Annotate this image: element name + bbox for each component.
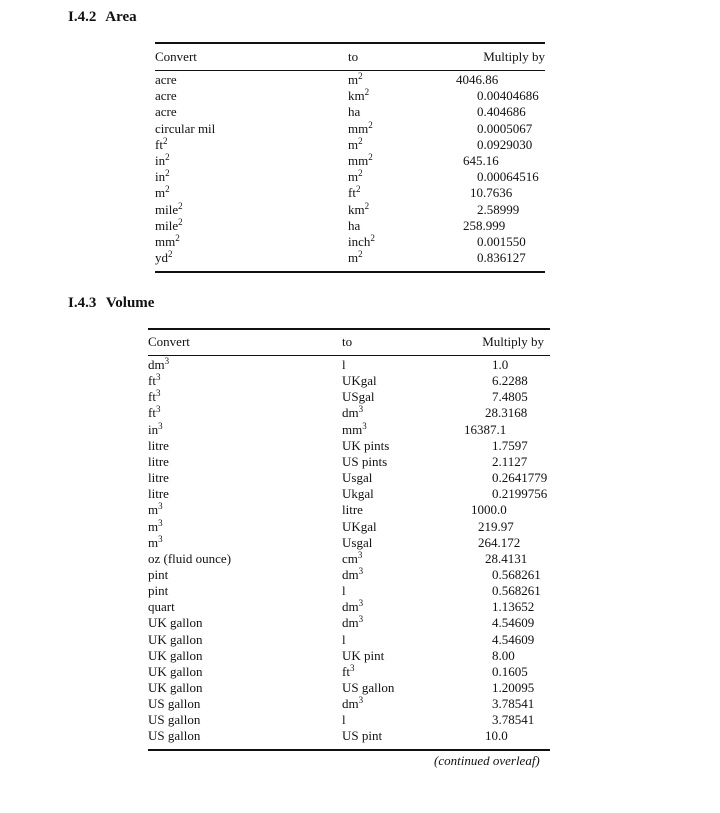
volume-convert-cell: oz (fluid ounce) (148, 550, 232, 566)
area-to-cell: $m^2$ (348, 135, 363, 152)
area-factor-cell: 645.16 (463, 153, 499, 168)
volume-factor-cell: 16387.1 (464, 421, 507, 437)
area-table-bottom-rule (155, 271, 545, 273)
volume-convert-cell: pint (148, 566, 169, 582)
area-factor-cell: 0.0005067 (477, 120, 533, 136)
volume-to-cell: Usgal (342, 534, 373, 550)
area-section-heading (68, 9, 137, 26)
volume-to-cell: $dm^3$ (342, 598, 364, 615)
area-convert-cell: mile$^2$ (155, 200, 183, 217)
volume-to-cell: US pint (342, 728, 383, 744)
volume-factor-cell: 0.568261 (492, 566, 541, 582)
area-factor-cell: 0.836127 (477, 250, 526, 266)
volume-convert-cell: litre (148, 437, 169, 453)
volume-convert-cell: $ft^3$ (148, 372, 161, 389)
volume-table-top-rule (148, 328, 550, 330)
area-section-title: Area (105, 9, 137, 25)
volume-convert-cell: $m^3$ (148, 517, 163, 534)
volume-factor-cell: 0.1605 (492, 663, 528, 679)
area-section-number: I.4.2 (68, 9, 97, 25)
volume-convert-cell: US gallon (148, 728, 201, 744)
volume-to-cell: $dm^3$ (342, 695, 364, 712)
volume-factor-cell: 219.97 (478, 518, 514, 534)
area-header-to: to (348, 49, 359, 64)
volume-header-to: to (342, 334, 353, 349)
volume-convert-cell: $ft^3$ (148, 404, 161, 421)
area-to-cell: $km^2$ (348, 87, 370, 104)
area-to-cell: inch$^2$ (348, 233, 375, 249)
volume-convert-cell: quart (148, 599, 175, 615)
area-convert-cell: acre (155, 104, 177, 120)
volume-factor-cell: 4.54609 (492, 615, 535, 631)
area-factor-cell: 0.00064516 (477, 169, 539, 185)
volume-table-header-rule (148, 355, 550, 356)
area-factor-cell: 0.001550 (477, 234, 526, 249)
area-to-cell: $m^2$ (348, 249, 363, 266)
area-to-cell: $mm^2$ (348, 119, 373, 136)
volume-factor-cell: 1.13652 (492, 599, 535, 615)
volume-to-cell: $dm^3$ (342, 565, 364, 582)
volume-factor-cell: 2.1127 (492, 453, 528, 469)
volume-factor-cell: 0.2641779 (492, 470, 548, 486)
volume-convert-cell: UK gallon (148, 663, 203, 679)
volume-to-cell: UKgal (342, 373, 377, 389)
volume-convert-cell: $ft^3$ (148, 388, 161, 405)
volume-factor-cell: 264.172 (478, 534, 521, 550)
volume-factor-cell: 4.54609 (492, 631, 535, 647)
area-to-cell: $ft^2$ (348, 184, 361, 201)
area-header-convert: Convert (155, 49, 197, 64)
volume-factor-cell: 1.7597 (492, 437, 528, 453)
area-convert-cell: $m^2$ (155, 184, 170, 201)
volume-table (148, 328, 550, 752)
volume-convert-cell: $m^3$ (148, 533, 163, 550)
volume-convert-cell: litre (148, 453, 169, 469)
volume-factor-cell: 6.2288 (492, 373, 528, 389)
volume-factor-cell: 3.78541 (492, 696, 535, 712)
volume-to-cell: UK pints (342, 437, 390, 453)
volume-factor-cell: 1.20095 (492, 680, 535, 695)
volume-factor-cell: 1.0 (492, 357, 509, 372)
area-to-cell: ha (348, 217, 361, 233)
volume-header-multiply: Multiply by (482, 334, 544, 349)
volume-to-cell: l (342, 583, 346, 599)
volume-to-cell: Usgal (342, 470, 373, 486)
area-convert-cell: acre (155, 72, 177, 87)
area-factor-cell: 0.0929030 (477, 136, 533, 152)
area-convert-cell: $ft^2$ (155, 135, 168, 152)
volume-convert-cell: UK gallon (148, 647, 203, 663)
volume-convert-cell: UK gallon (148, 615, 203, 631)
area-convert-cell: acre (155, 88, 177, 104)
volume-to-cell: litre (342, 502, 363, 518)
area-convert-cell: $mm^2$ (155, 233, 180, 249)
volume-to-cell: $dm^3$ (342, 614, 364, 631)
area-to-cell: $m^2$ (348, 71, 363, 87)
volume-factor-cell: 3.78541 (492, 712, 535, 728)
volume-to-cell: $cm^3$ (342, 549, 363, 566)
volume-factor-cell: 0.2199756 (492, 486, 548, 502)
area-factor-cell: 4046.86 (456, 72, 499, 87)
volume-to-cell: US gallon (342, 680, 395, 695)
volume-table-bottom-rule (148, 749, 550, 751)
volume-convert-cell: $m^3$ (148, 501, 163, 518)
area-table-header-rule (155, 70, 545, 71)
area-factor-cell: 2.58999 (477, 201, 520, 217)
volume-convert-cell: UK gallon (148, 631, 203, 647)
volume-convert-cell: litre (148, 470, 169, 486)
area-to-cell: $m^2$ (348, 168, 363, 185)
volume-convert-cell: US gallon (148, 712, 201, 728)
area-convert-cell: circular mil (155, 120, 216, 136)
volume-to-cell: l (342, 631, 346, 647)
volume-factor-cell: 1000.0 (471, 502, 507, 518)
area-to-cell: ha (348, 104, 361, 120)
volume-factor-cell: 28.3168 (485, 405, 528, 421)
volume-convert-cell: $in^3$ (148, 420, 163, 437)
area-to-cell: $mm^2$ (348, 152, 373, 168)
volume-factor-cell: 28.4131 (485, 550, 528, 566)
volume-to-cell: UKgal (342, 518, 377, 534)
area-factor-cell: 0.404686 (477, 104, 526, 120)
volume-section-number: I.4.3 (68, 295, 97, 311)
volume-to-cell: Ukgal (342, 486, 374, 502)
area-header-multiply: Multiply by (483, 49, 545, 64)
volume-to-cell: $ft^3$ (342, 662, 355, 679)
volume-to-cell: US pints (342, 453, 388, 469)
volume-section-title: Volume (105, 295, 155, 311)
volume-to-cell: l (342, 357, 346, 372)
continued-overleaf-note: (continued overleaf) (434, 753, 540, 768)
volume-factor-cell: 0.568261 (492, 583, 541, 599)
volume-to-cell: $dm^3$ (342, 404, 364, 421)
volume-to-cell: UK pint (342, 647, 385, 663)
area-to-cell: $km^2$ (348, 200, 370, 217)
area-convert-cell: $in^2$ (155, 152, 170, 168)
volume-section-heading (68, 295, 154, 312)
area-factor-cell: 258.999 (463, 217, 506, 233)
volume-convert-cell: $dm^3$ (148, 356, 170, 372)
volume-to-cell: $mm^3$ (342, 420, 367, 437)
volume-to-cell: l (342, 712, 346, 728)
volume-factor-cell: 10.0 (485, 728, 508, 744)
volume-convert-cell: litre (148, 486, 169, 502)
area-table-top-rule (155, 42, 545, 44)
area-convert-cell: $in^2$ (155, 168, 170, 185)
volume-convert-cell: pint (148, 583, 169, 599)
volume-convert-cell: UK gallon (148, 680, 203, 695)
volume-header-convert: Convert (148, 334, 190, 349)
area-convert-cell: mile$^2$ (155, 216, 183, 233)
volume-factor-cell: 7.4805 (492, 389, 528, 405)
area-factor-cell: 0.00404686 (477, 88, 539, 104)
area-factor-cell: 10.7636 (470, 185, 513, 201)
volume-factor-cell: 8.00 (492, 647, 515, 663)
volume-to-cell: USgal (342, 389, 375, 405)
area-convert-cell: $yd^2$ (155, 249, 173, 266)
volume-convert-cell: US gallon (148, 696, 201, 712)
area-table (155, 42, 545, 274)
